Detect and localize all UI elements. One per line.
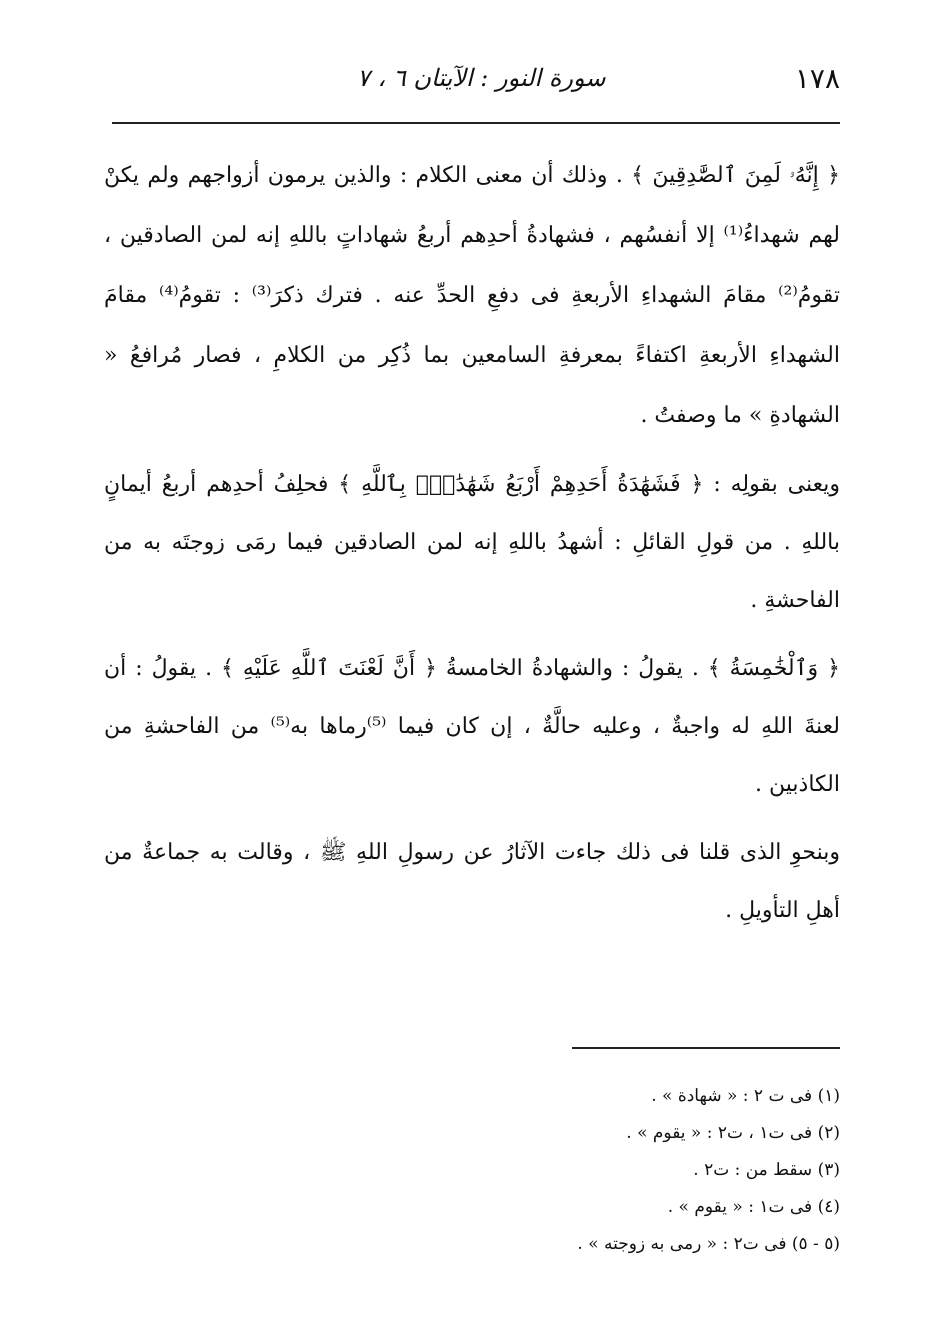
footnote: (٥ - ٥) فى ت٢ : « رمى به زوجته » .: [577, 1234, 840, 1254]
footnote: (٢) فى ت١ ، ت٢ : « يقوم » .: [626, 1123, 840, 1143]
footnotes: [200, 1078, 840, 1263]
paragraph: وبنحوِ الذى قلنا فى ذلك جاءت الآثارُ عن رسولِ اللهِ ﷺ ، وقالت به جماعةٌ من أهلِ التأويلِ .: [104, 840, 840, 923]
page-number: ١٧٨: [794, 62, 840, 95]
footnote: (١) فى ت ٢ : « شهادة » .: [651, 1086, 840, 1106]
running-title: سورة النور : الآيتان ٦ ، ٧: [357, 64, 606, 92]
footnote: (٤) فى ت١ : « يقوم » .: [667, 1197, 840, 1217]
paragraph: ﴿ وَٱلْخَٰمِسَةُ ﴾ . يقولُ : والشهادةُ الخامسةُ ﴿ أَنَّ لَعْنَتَ ٱللَّهِ عَلَيْهِ ﴾ . يقولُ : أن لعنةَ اللهِ له واجبةٌ ، وعليه حالَّةٌ ، إن كان فيما ⁽⁵⁾رماها به⁽⁵⁾ من الفاحشةِ من الكاذبين .: [104, 656, 840, 797]
footnote: (٣) سقط من : ت٢ .: [693, 1160, 840, 1180]
body-text: [104, 146, 840, 950]
page-header: [112, 62, 840, 106]
paragraph: ويعنى بقولِه : ﴿ فَشَهَٰدَةُ أَحَدِهِمْ أَرْبَعُ شَهَٰدَٰتٍۭ بِٱللَّهِ ﴾ فحلِفُ أحدِهم أربعُ أيمانٍ باللهِ . من قولِ القائلِ : أشهدُ باللهِ إنه لمن الصادقين فيما رمَى زوجتَه به من الفاحشةِ .: [104, 472, 840, 613]
paragraph: ﴿ إِنَّهُۥ لَمِنَ ٱلصَّٰدِقِينَ ﴾ . وذلك أن معنى الكلام : والذين يرمون أزواجهم ولم يكنْ لهم شهداءُ⁽¹⁾ إلا أنفسُهم ، فشهادةُ أحدِهم أربعُ شهاداتٍ باللهِ إنه لمن الصادقين ، تقومُ⁽²⁾ مقامَ الشهداءِ الأربعةِ فى دفعِ الحدِّ عنه . فترك ذكرَ⁽³⁾ : تقومُ⁽⁴⁾ مقامَ الشهداءِ الأربعةِ اكتفاءً بمعرفةِ السامعين بما ذُكِر من الكلامِ ، فصار مُرافعُ « الشهادةِ » ما وصفتُ .: [104, 163, 840, 428]
footnote-rule: [572, 1047, 840, 1049]
header-rule: [112, 122, 840, 124]
